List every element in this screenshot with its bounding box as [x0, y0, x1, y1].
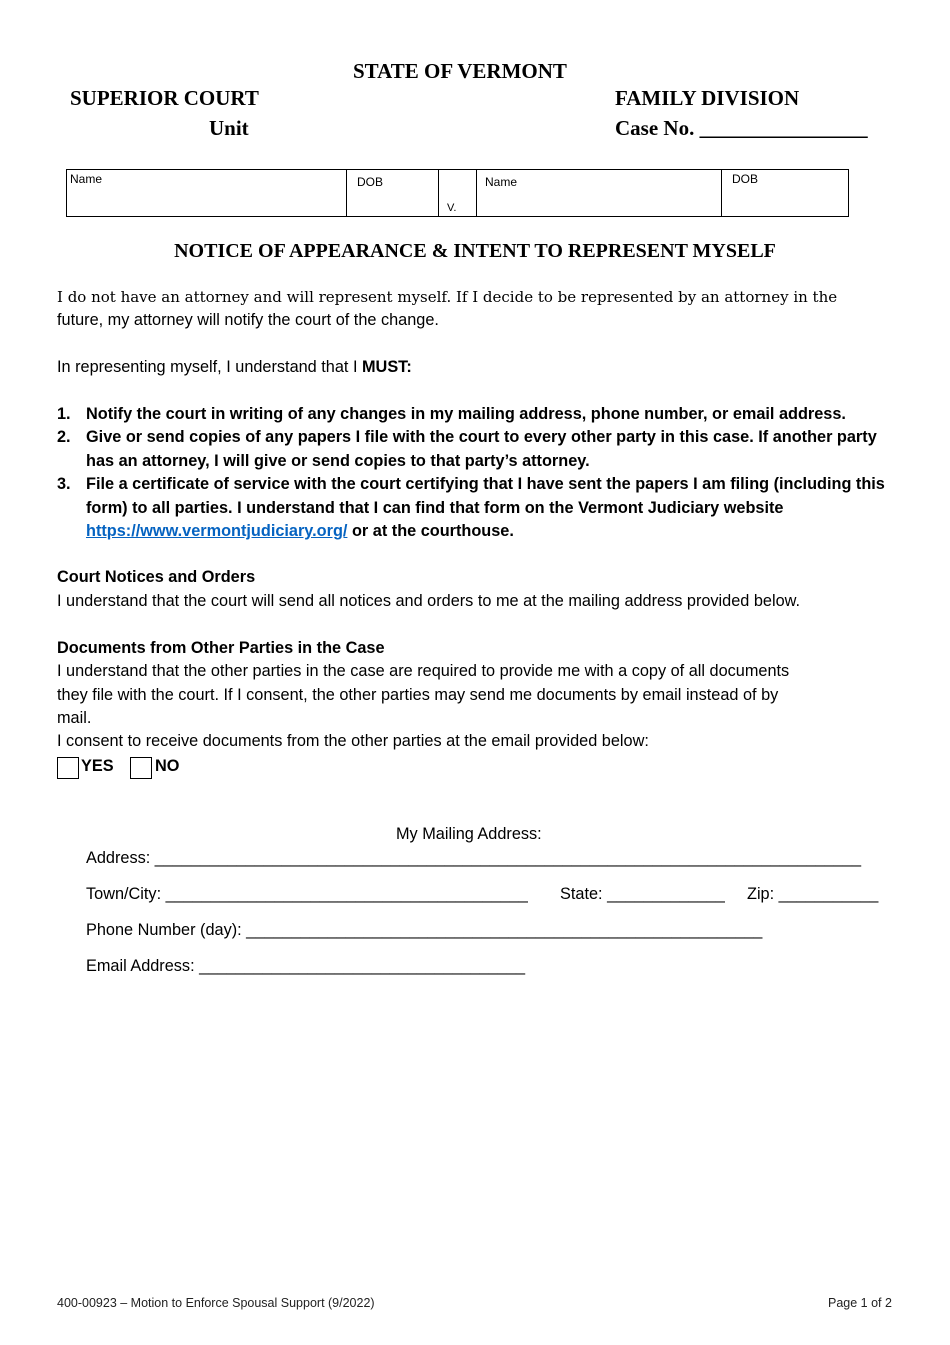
page-number: Page 1 of 2: [828, 1296, 892, 1310]
documents-line-3: mail.: [57, 709, 92, 727]
no-checkbox[interactable]: [130, 757, 152, 779]
zip-field[interactable]: Zip: ___________: [747, 885, 879, 903]
list-item: [57, 403, 887, 426]
list-text: File a certificate of service with the court certifying that I have sent the papers I am filing (including this form) to all parties. I understand that I can find that form on the Vermont Judiciary website: [86, 475, 885, 517]
consent-text: I consent to receive documents from the other parties at the email provided below:: [57, 732, 649, 750]
state-field[interactable]: State: _____________: [560, 885, 725, 903]
list-number: 2.: [57, 428, 71, 447]
phone-field[interactable]: Phone Number (day): _________________________________________________________: [86, 921, 763, 939]
notices-heading: Court Notices and Orders: [57, 568, 256, 586]
list-item: [57, 473, 887, 543]
town-city-field[interactable]: Town/City: ________________________________________: [86, 885, 528, 903]
must-list: [57, 403, 887, 543]
documents-heading: Documents from Other Parties in the Case: [57, 639, 385, 657]
form-number: 400-00923 – Motion to Enforce Spousal Support (9/2022): [57, 1296, 375, 1310]
notices-text: I understand that the court will send all notices and orders to me at the mailing address provided below.: [57, 592, 801, 610]
judiciary-website-link[interactable]: https://www.vermontjudiciary.org/: [86, 522, 348, 541]
mailing-address-heading: My Mailing Address:: [396, 825, 542, 843]
documents-line-1: I understand that the other parties in the case are required to provide me with a copy of all documents: [57, 662, 790, 680]
division-heading: FAMILY DIVISION: [615, 86, 800, 110]
email-field[interactable]: Email Address: ____________________________________: [86, 957, 526, 975]
list-text: Give or send copies of any papers I file with the court to every other party in this case. If another party has an attorney, I will give or send copies to that party’s attorney.: [86, 428, 877, 470]
intro-line-1: I do not have an attorney and will represent myself. If I decide to be represented by an attorney in the: [57, 288, 838, 306]
must-label: MUST:: [362, 358, 412, 376]
party1-name-cell[interactable]: [67, 170, 347, 217]
list-text: Notify the court in writing of any changes in my mailing address, phone number, or email address.: [86, 405, 846, 423]
unit-label: Unit: [209, 116, 249, 140]
party1-name-label: Name: [70, 172, 103, 186]
no-label: NO: [155, 757, 180, 775]
list-text-after: or at the courthouse.: [347, 522, 514, 541]
yes-label: YES: [81, 757, 114, 775]
court-heading: SUPERIOR COURT: [70, 86, 259, 110]
intro-line-2: future, my attorney will notify the court of the change.: [57, 311, 439, 329]
parties-table: [66, 169, 849, 217]
versus-label: V.: [447, 202, 457, 214]
party2-name-label: Name: [485, 175, 518, 189]
state-heading: STATE OF VERMONT: [353, 59, 567, 83]
documents-line-2: they file with the court. If I consent, the other parties may send me documents by email instead of by: [57, 686, 779, 704]
versus-cell: [439, 170, 477, 217]
party2-dob-label: DOB: [732, 172, 759, 186]
list-number: 1.: [57, 405, 71, 423]
party1-dob-cell[interactable]: [347, 170, 439, 217]
list-number: 3.: [57, 475, 71, 494]
address-field[interactable]: Address: ______________________________________________________________________________: [86, 849, 862, 867]
understand-prefix: In representing myself, I understand that I: [57, 358, 362, 376]
party2-name-cell[interactable]: [477, 170, 722, 217]
form-title: NOTICE OF APPEARANCE & INTENT TO REPRESENT MYSELF: [174, 240, 776, 262]
yes-checkbox[interactable]: [57, 757, 79, 779]
understand-text: [57, 356, 412, 379]
party1-dob-label: DOB: [357, 175, 384, 189]
list-item: [57, 426, 887, 473]
case-number-field[interactable]: Case No. ________________: [615, 116, 868, 140]
party2-dob-cell[interactable]: [722, 170, 849, 217]
